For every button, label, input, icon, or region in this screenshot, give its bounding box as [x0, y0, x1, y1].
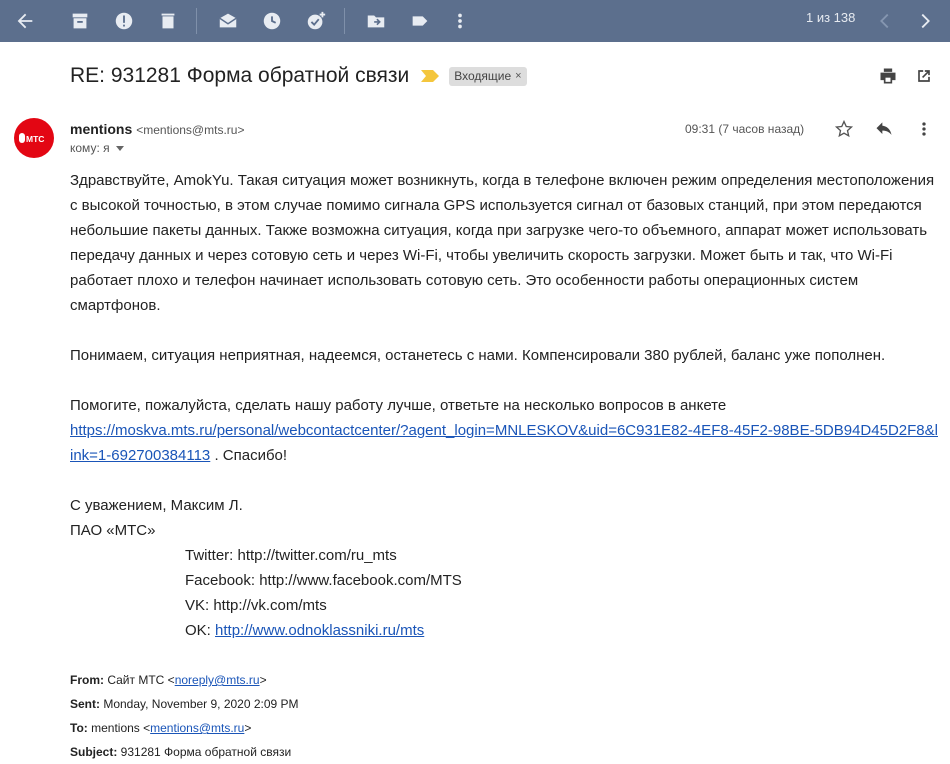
label-icon[interactable] — [405, 6, 435, 36]
reply-icon[interactable] — [872, 117, 896, 141]
to-close: > — [244, 721, 252, 735]
mark-unread-icon[interactable] — [213, 6, 243, 36]
body-paragraph: Здравствуйте, AmokYu. Такая ситуация может возникнуть, когда в телефоне включен режим определения местоположения с высокой точностью, в этом случае помимо сигнала GPS используется сигнал от базовых станций, при этом передаются небольшие пакеты данных. Также возможна ситуация, когда при загрузке чего-то объемного, аппарат может использовать передачу данных и через сотовую сеть и через Wi-Fi, чтобы увеличить скорость загрузки. Может быть и так, что Wi-Fi работает плохо и телефон начинает использовать сотовую сеть. Это особенности работы операционных систем смартфонов. — [70, 172, 935, 314]
subject-row — [70, 64, 527, 88]
signature-ok-label: OK: — [185, 622, 216, 639]
toolbar-divider — [344, 8, 345, 34]
back-arrow-icon[interactable] — [10, 6, 40, 36]
odnoklassniki-link[interactable]: http://www.odnoklassniki.ru/mts — [215, 622, 425, 639]
importance-marker-icon[interactable] — [421, 70, 439, 82]
to-label: To: — [70, 721, 88, 735]
report-spam-icon[interactable] — [109, 6, 139, 36]
subject-label: Subject: — [70, 745, 118, 759]
email-subject: RE: 931281 Форма обратной связи — [70, 64, 410, 87]
email-body — [70, 168, 940, 643]
toolbar-divider — [196, 8, 197, 34]
move-to-icon[interactable] — [361, 6, 391, 36]
sender-line — [70, 121, 244, 137]
print-icon[interactable] — [876, 64, 900, 88]
body-paragraph: Понимаем, ситуация неприятная, надеемся, останетесь с нами. Компенсировали 380 рублей, баланс уже пополнен. — [70, 347, 886, 364]
message-time: 09:31 (7 часов назад) — [685, 122, 805, 136]
from-name: Сайт МТС < — [104, 673, 175, 687]
delete-icon[interactable] — [153, 6, 183, 36]
sender-email: <mentions@mts.ru> — [136, 123, 245, 137]
quoted-header — [70, 668, 299, 764]
more-options-icon[interactable] — [912, 117, 936, 141]
to-email-link[interactable]: mentions@mts.ru — [150, 721, 245, 735]
signature-vk: VK: http://vk.com/mts — [185, 597, 327, 614]
newer-chevron-icon[interactable] — [870, 6, 900, 36]
body-paragraph: Помогите, пожалуйста, сделать нашу работу лучше, ответьте на несколько вопросов в анкете — [70, 397, 727, 414]
recipient-line — [70, 141, 124, 155]
star-icon[interactable] — [832, 117, 856, 141]
remove-label-icon[interactable]: × — [515, 69, 522, 82]
from-close: > — [259, 673, 267, 687]
signature-twitter: Twitter: http://twitter.com/ru_mts — [185, 547, 397, 564]
label-chip-text: Входящие — [454, 68, 512, 83]
signature-regards: С уважением, Максим Л. — [70, 497, 243, 514]
message-counter: 1 из 138 — [806, 10, 856, 25]
sent-label: Sent: — [70, 697, 100, 711]
survey-link[interactable]: https://moskva.mts.ru/personal/webcontactcenter/?agent_login=MNLESKOV&uid=6C931E82-4EF8-45F2-98BE-5DB94D45D2F8&link=1-692700384113 — [70, 422, 938, 464]
svg-text:МТС: МТС — [26, 134, 45, 144]
show-details-chevron-icon[interactable] — [116, 146, 124, 151]
sent-value: Monday, November 9, 2020 2:09 PM — [100, 697, 299, 711]
signature-facebook: Facebook: http://www.facebook.com/MTS — [185, 572, 462, 589]
subject-value: 931281 Форма обратной связи — [117, 745, 292, 759]
to-name: mentions < — [87, 721, 151, 735]
more-vert-icon[interactable] — [445, 6, 475, 36]
from-email-link[interactable]: noreply@mts.ru — [174, 673, 260, 687]
older-chevron-icon[interactable] — [910, 6, 940, 36]
mts-logo-icon — [19, 131, 49, 145]
add-to-tasks-icon[interactable] — [301, 6, 331, 36]
open-in-new-window-icon[interactable] — [912, 64, 936, 88]
toolbar — [0, 0, 950, 42]
archive-icon[interactable] — [65, 6, 95, 36]
sender-name[interactable]: mentions — [70, 121, 133, 137]
label-chip-inbox — [449, 67, 526, 86]
thanks-text: . Спасибо! — [210, 447, 288, 464]
recipient-text: кому: я — [70, 141, 110, 155]
avatar[interactable] — [14, 118, 54, 158]
signature-company: ПАО «МТС» — [70, 522, 156, 539]
from-label: From: — [70, 673, 104, 687]
snooze-icon[interactable] — [257, 6, 287, 36]
